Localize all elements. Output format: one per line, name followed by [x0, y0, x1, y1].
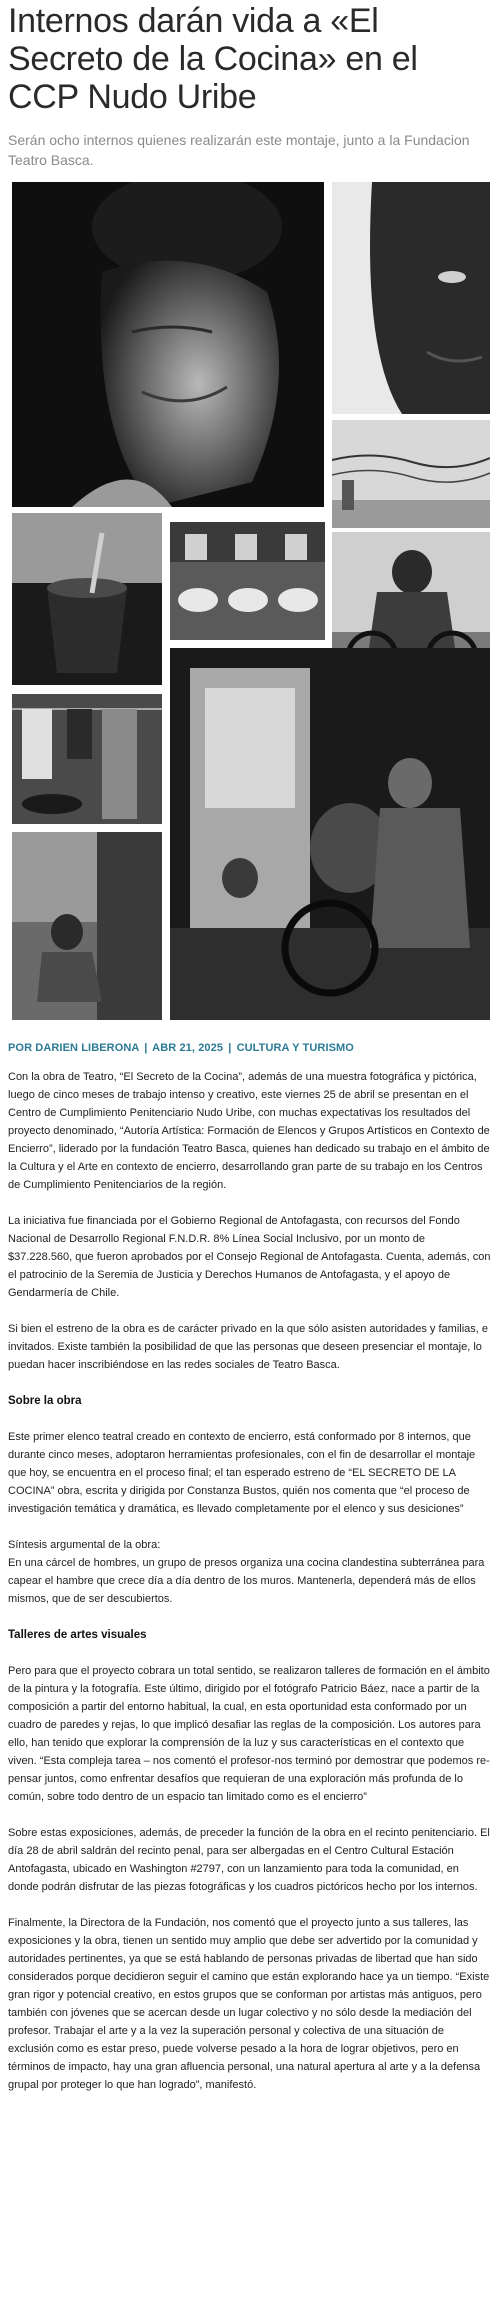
article: [0, 2, 500, 2094]
paragraph: Este primer elenco teatral creado en contexto de encierro, está conformado por 8 internos, que durante cinco meses, adoptaron herramientas profesionales, con el fin de desarrollar el montaje que hoy, se encuentra en el proceso final; el tan esperado estreno de “EL SECRETO DE LA COCINA” obra, escrita y dirigida por Constanza Bustos, quién nos comenta que “el proceso de investigación temática y dramática, es llevado completamente por el elenco y sus desiciones”: [8, 1431, 476, 1515]
photo-mate-cup[interactable]: [12, 513, 162, 685]
photo-sinks[interactable]: [170, 522, 325, 640]
category-link[interactable]: CULTURA Y TURISMO: [236, 1042, 354, 1054]
photo-hanging-clothes[interactable]: [12, 694, 162, 824]
section-heading: Sobre la obra: [8, 1395, 82, 1407]
paragraph: Pero para que el proyecto cobrara un total sentido, se realizaron talleres de formación en el ámbito de la pintura y la fotografía. Este último, dirigido por el fotógrafo Patricio Báez, nace a partir de la composición a partir del entorno habitual, la cual, en esta oportunidad esta conformado por un cuadro de paredes y rejas, lo que implicó desafiar las reglas de la composición. Los autores para ello, han tenido que explorar la comprensión de la luz y sus características en el contexto que viven. “Esta compleja tarea – nos comentó el profesor-nos terminó por demostrar que podemos re- pensar juntos, como enfrentar desafíos que requieran de una exploración más profunda de lo común, sobre todo dentro de un espacio tan limitado como es el encierro”: [8, 1665, 490, 1803]
synopsis-label: Síntesis argumental de la obra:: [8, 1539, 161, 1551]
photo-man-portrait[interactable]: [12, 182, 324, 507]
photo-man-sitting[interactable]: [12, 832, 162, 1020]
meta-separator: |: [144, 1042, 148, 1054]
paragraph: Sobre estas exposiciones, además, de preceder la función de la obra en el recinto penitenciario. El día 28 de abril saldrán del recinto penal, para ser albergadas en el Centro Cultural Estación Antofagasta, ubicado en Washington #2797, con un lanzamiento para toda la comunidad, en donde podrán disfrutar de las piezas fotográficas y los cuadros pictóricos hecho por los internos.: [8, 1827, 490, 1893]
photo-young-man-face[interactable]: [332, 182, 490, 414]
paragraph: Si bien el estreno de la obra es de carácter privado en la que sólo asisten autoridades y familias, e invitados. Existe también la posibilidad de que las personas que deseen presenciar el montaje, lo puedan hacer inscribiéndose en las redes sociales de Teatro Basca.: [8, 1323, 489, 1371]
photo-room-wheelchair[interactable]: [170, 648, 490, 1020]
synopsis-text: En una cárcel de hombres, un grupo de presos organiza una cocina clandestina subterránea para capear el hambre que crece día a día dentro de los muros. Mantenerla, dependerá más de ellos mismos, que de ser descubiertos.: [8, 1557, 485, 1605]
article-meta: [8, 1042, 492, 1054]
photo-collage: [12, 182, 490, 1020]
meta-separator: |: [228, 1042, 232, 1054]
author-link[interactable]: POR DARIEN LIBERONA: [8, 1042, 140, 1054]
article-title: Internos darán vida a «El Secreto de la Cocina» en el CCP Nudo Uribe: [8, 2, 418, 116]
paragraph: La iniciativa fue financiada por el Gobierno Regional de Antofagasta, con recursos del Fondo Nacional de Desarrollo Regional F.N.D.R. 8% Línea Social Inclusivo, por un monto de $37.228.560, que fueron aprobados por el Consejo Regional de Antofagasta. Cuenta, además, con el patrocinio de la Seremia de Justicia y Derechos Humanos de Antofagasta, y el apoyo de Gendarmería de Chile.: [8, 1215, 491, 1299]
section-heading: Talleres de artes visuales: [8, 1629, 147, 1641]
article-subtitle: Serán ocho internos quienes realizarán este montaje, junto a la Fundacion Teatro Basca.: [8, 132, 470, 168]
paragraph: Finalmente, la Directora de la Fundación, nos comentó que el proyecto junto a sus talleres, las exposiciones y la obra, tienen un sentido muy amplio que debe ser advertido por la comunidad y autoridades pertinentes, ya que se está hablando de personas privadas de libertad que han sido considerados porque decidieron seguir el camino que están explorando hace ya un tiempo. “Existe gran rigor y potencial creativo, en estos grupos que se conforman por artistas más antiguos, pero también con jóvenes que se acercan desde un lugar colectivo y no sólo desde la mediación del profesor. Trabajar el arte y a la vez la superación personal y colectiva de una situación de exclusión como es estar preso, puede volverse pesado a la hora de lograr objetivos, pero en términos de impacto, hay una gran afluencia personal, una natural apertura al arte y a la defensa grupal por proteger lo que han logrado”, manifestó.: [8, 1917, 490, 2091]
article-body: [8, 1068, 492, 2094]
publish-date: ABR 21, 2025: [152, 1042, 224, 1054]
photo-barbed-wire[interactable]: [332, 420, 490, 528]
synopsis: [8, 1536, 492, 1608]
paragraph: Con la obra de Teatro, “El Secreto de la Cocina”, además de una muestra fotográfica y pictórica, luego de cinco meses de trabajo intenso y creativo, este viernes 25 de abril se presentan en el Centro de Cumplimiento Penitenciario Nudo Uribe, con muchas expectativas los resultados del proyecto denominado, “Autoría Artística: Formación de Elencos y Grupos Artísticos en Contexto de Encierro”, liderado por la fundación Teatro Basca, quienes han dedicado su trabajo en el ámbito de la Cultura y el Arte en contexto de encierro, desarrollando gran parte de su trabajo en los Centros de Cumplimiento Penitenciarios de la región.: [8, 1071, 490, 1191]
